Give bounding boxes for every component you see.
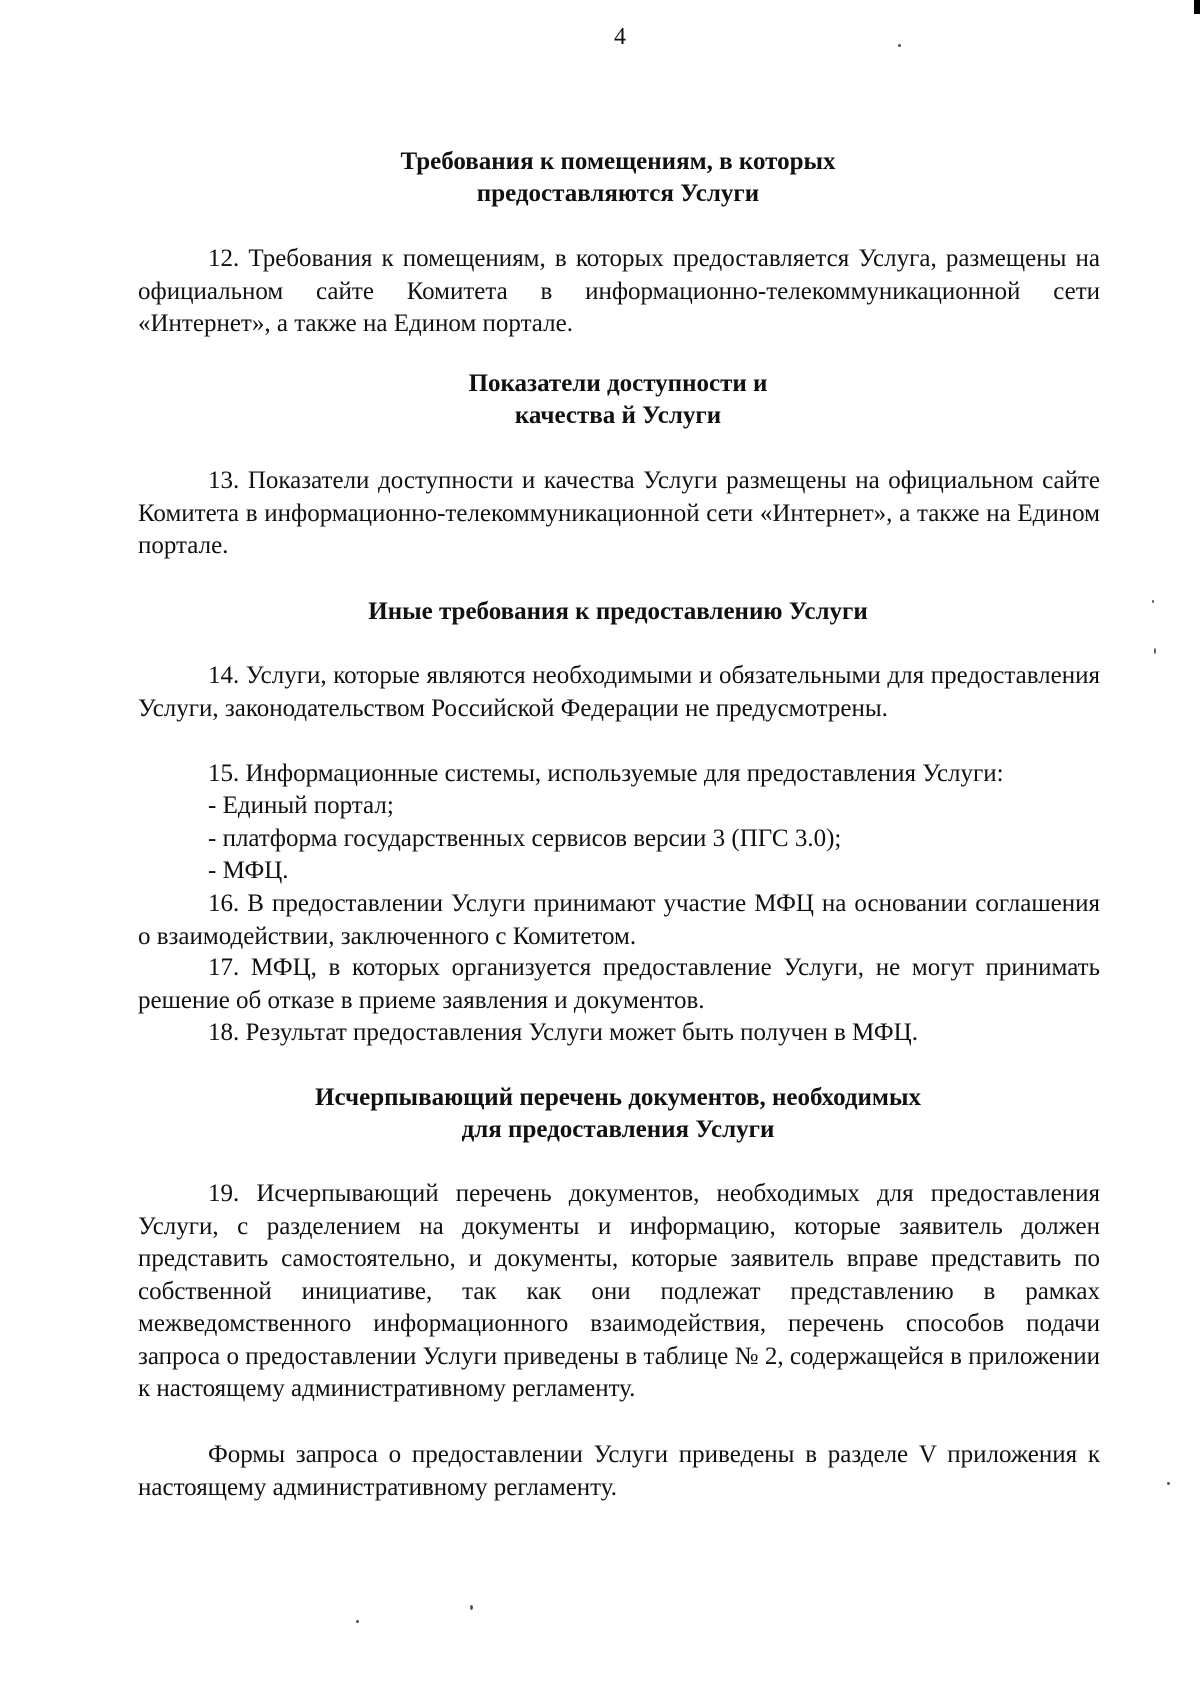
heading-line: Иные требования к предоставлению Услуги: [368, 598, 868, 625]
scan-speck: [470, 1605, 473, 1610]
list-item: - платформа государственных сервисов версии 3 (ПГС 3.0);: [208, 825, 842, 852]
heading-line: качества й Услуги: [514, 402, 722, 429]
heading-line: для предоставления Услуги: [461, 1116, 775, 1143]
list-item: - Единый портал;: [208, 792, 394, 819]
paragraph: 18. Результат предоставления Услуги может быть получен в МФЦ.: [208, 1019, 918, 1046]
heading-line: Требования к помещениям, в которых: [400, 148, 836, 175]
paragraph: 14. Услуги, которые являются необходимыми и обязательными для предоставления Услуги, законодательством Российской Федерации не предусмотрены.: [138, 662, 1100, 722]
section-heading: [138, 368, 1098, 432]
section-heading: [138, 146, 1098, 210]
paragraph: 17. МФЦ, в которых организуется предоставление Услуги, не могут принимать решение об отказе в приеме заявления и документов.: [138, 954, 1100, 1014]
paragraph: 19. Исчерпывающий перечень документов, необходимых для предоставления Услуги, с разделением на документы и информацию, которые заявитель должен представить самостоятельно, и документы, которые заявитель вправе представить по собственной инициативе, так как они подлежат представлению в рамках межведомственного информационного взаимодействия, перечень способов подачи запроса о предоставлении Услуги приведены в таблице № 2, содержащейся в приложении к настоящему административному регламенту.: [138, 1180, 1100, 1402]
list-item: - МФЦ.: [208, 857, 289, 884]
scan-speck: [1167, 1482, 1170, 1485]
scan-edge-mark: [1194, 0, 1200, 14]
section-heading: [138, 1082, 1098, 1146]
page-number: 4: [614, 24, 626, 50]
paragraph: Формы запроса о предоставлении Услуги приведены в разделе V приложения к настоящему административному регламенту.: [138, 1441, 1100, 1501]
paragraph: 12. Требования к помещениям, в которых предоставляется Услуга, размещены на официальном сайте Комитета в информационно-телекоммуникационной сети «Интернет», а также на Едином портале.: [138, 245, 1100, 337]
paragraph: 16. В предоставлении Услуги принимают участие МФЦ на основании соглашения о взаимодействии, заключенного с Комитетом.: [138, 890, 1100, 950]
scan-speck: [1152, 600, 1154, 603]
paragraph: 13. Показатели доступности и качества Услуги размещены на официальном сайте Комитета в информационно-телекоммуникационной сети «Интернет», а также на Едином портале.: [138, 467, 1100, 559]
scan-speck: [356, 1620, 359, 1623]
paragraph: 15. Информационные системы, используемые для предоставления Услуги:: [208, 760, 1004, 787]
heading-line: Исчерпывающий перечень документов, необходимых: [315, 1084, 921, 1111]
scan-speck: [1154, 648, 1156, 654]
heading-line: предоставляются Услуги: [476, 180, 760, 207]
section-heading: [138, 596, 1098, 628]
heading-line: Показатели доступности и: [468, 370, 768, 397]
